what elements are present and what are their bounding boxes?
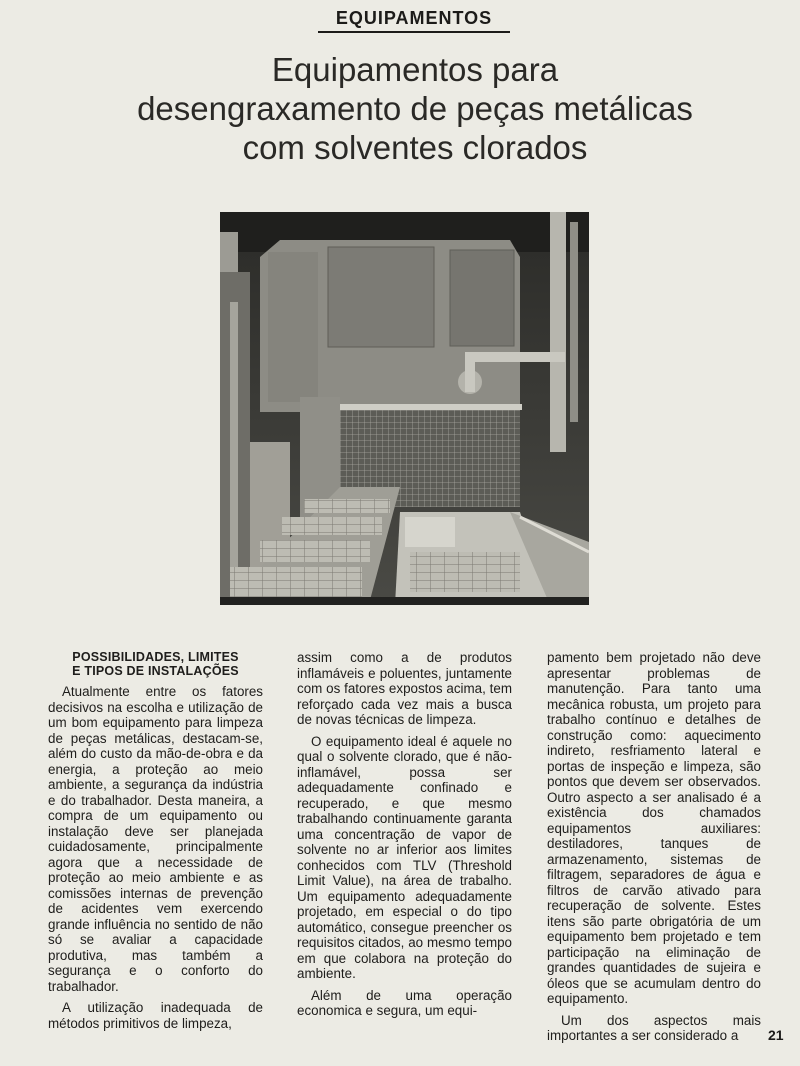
title-line: desengraxamento de peças metálicas — [137, 90, 693, 127]
paragraph: O equipamento ideal é aquele no qual o solvente clorado, que é não-inflamável, possa ser adequadamente confinado e recuperado, e que mesmo trabalhando continuamente garanta uma concentração de vapor de solvente no ar inferior aos limites conhecidos com TLV (Threshold Limit Value), na área de trabalho. Um equipamento adequadamente projetado, em especial o do tipo automático, consegue preencher os requisitos citados, ao mesmo tempo em que colabora na proteção do ambiente. — [297, 733, 512, 981]
heading-line: POSSIBILIDADES, LIMITES — [72, 650, 239, 664]
heading-line: E TIPOS DE INSTALAÇÕES — [72, 664, 239, 678]
paragraph: Atualmente entre os fatores decisivos na escolha e utilização de um bom equipamento para limpeza de peças metálicas, destacam-se, além do custo da mão-de-obra e da energia, a proteção ao meio ambiente, a segurança da indústria e do trabalhador. Desta maneira, a compra de um equipamento ou instalação deve ser planejada cuidadosamente, principalmente agora que a necessidade de proteção ao meio ambiente e as comissões internas de prevenção de acidentes vem exercendo grande influência no sentido de não só se avaliar a capacidade produtiva, mas também a segurança e o conforto do trabalhador. — [48, 684, 263, 994]
title-line: com solventes clorados — [242, 129, 588, 166]
section-tag: EQUIPAMENTOS — [318, 8, 510, 33]
equipment-photo — [220, 212, 589, 605]
paragraph: pamento bem projetado não deve apresentar problemas de manutenção. Para tanto uma mecânica robusta, um projeto para trabalho contínuo e detalhes de construção como: aquecimento indireto, resfriamento lateral e portas de inspeção e limpeza, são pontos que devem ser observados. Outro aspecto a ser analisado é a existência dos chamados equipamentos auxiliares: destiladores, tanques de armazenamento, sistemas de filtragem, separadores de água e filtros de carvão ativado para recuperação de solvente. Estes itens são parte obrigatória de um equipamento bem projetado e tem participação na eliminação de grandes quantidades de sujeira e óleos que se acumulam dentro do equipamento. — [547, 650, 761, 1006]
text-column-3 — [547, 650, 761, 1044]
text-column-2 — [297, 650, 512, 1019]
page-number: 21 — [768, 1027, 784, 1043]
paragraph: A utilização inadequada de métodos primitivos de limpeza, — [48, 1000, 263, 1031]
paragraph: assim como a de produtos inflamáveis e poluentes, juntamente com os fatores expostos acima, tem reforçado cada vez mais a busca de novas técnicas de limpeza. — [297, 650, 512, 727]
text-column-1 — [48, 650, 263, 1031]
article-title — [60, 50, 770, 167]
title-line: Equipamentos para — [271, 51, 559, 88]
section-heading — [48, 650, 263, 678]
paragraph: Além de uma operação economica e segura, um equi- — [297, 987, 512, 1018]
paragraph: Um dos aspectos mais importantes a ser considerado a — [547, 1012, 761, 1043]
